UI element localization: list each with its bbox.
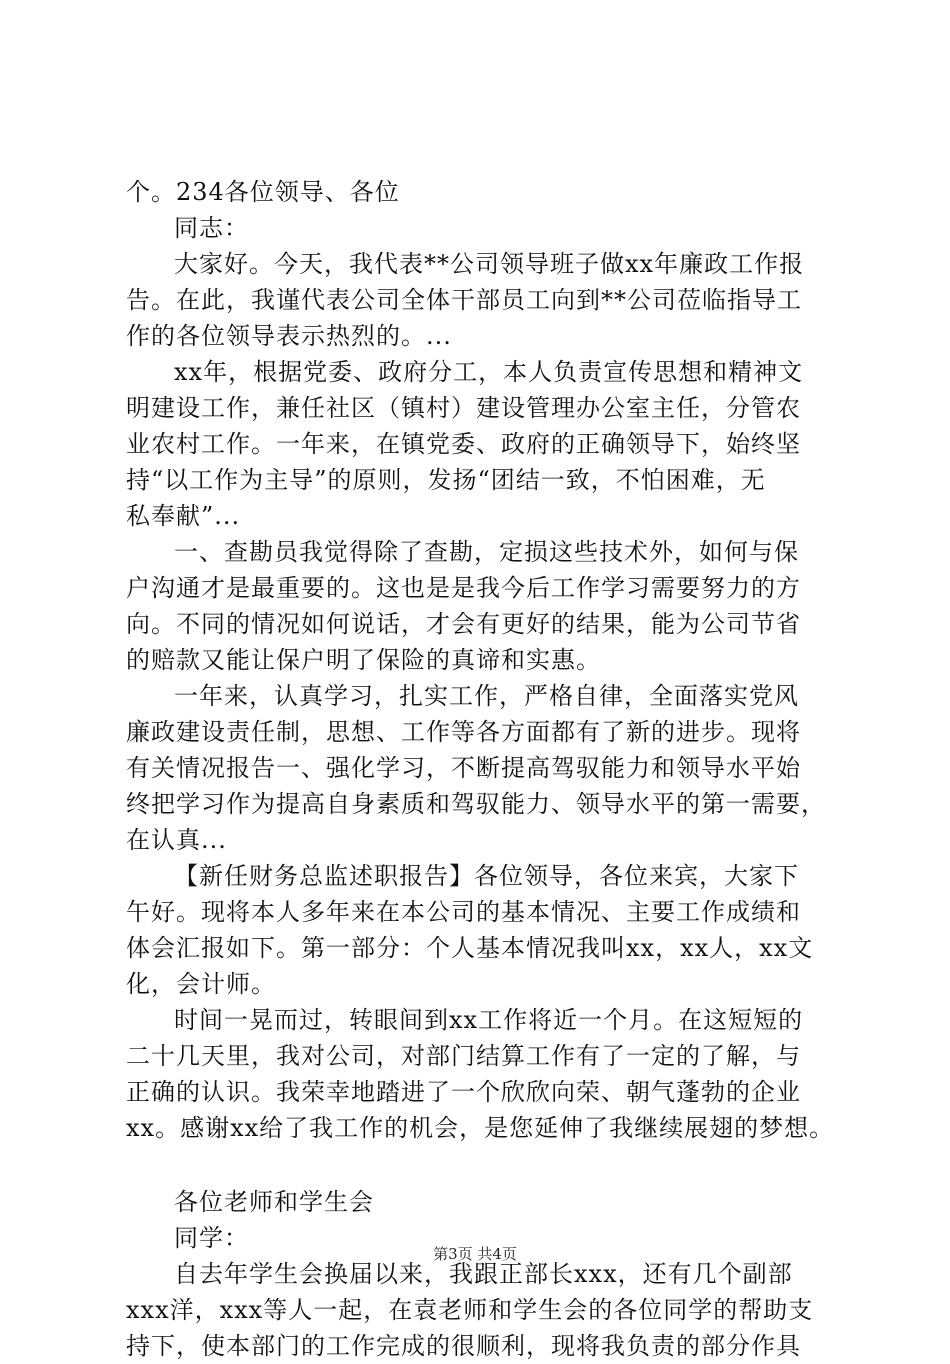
salutation-line: 各位老师和学生会 xyxy=(174,1188,374,1216)
text-line: 在认真... xyxy=(126,826,227,854)
paragraph-start: 时间一晃而过，转眼间到xx工作将近一个月。在这短短的 xyxy=(174,1006,804,1034)
text-line: 业农村工作。一年来，在镇党委、政府的正确领导下，始终坚 xyxy=(126,430,801,458)
text-line: 作的各位领导表示热烈的。... xyxy=(126,322,452,350)
text-line: xxx洋，xxx等人一起，在袁老师和学生会的各位同学的帮助支 xyxy=(126,1296,814,1324)
text-line: xx。感谢xx给了我工作的机会，是您延伸了我继续展翅的梦想。 xyxy=(126,1114,835,1142)
text-line: 正确的认识。我荣幸地踏进了一个欣欣向荣、朝气蓬勃的企业 xyxy=(126,1078,801,1106)
text-line: 告。在此，我谨代表公司全体干部员工向到**公司莅临指导工 xyxy=(126,286,802,314)
text-line: 持下，使本部门的工作完成的很顺利，现将我负责的部分作具 xyxy=(126,1332,801,1360)
page-number-footer: 第3页 共4页 xyxy=(433,1245,517,1263)
text-line: 持“以工作为主导”的原则，发扬“团结一致，不怕困难，无 xyxy=(126,466,766,494)
text-line: 个。234各位领导、各位 xyxy=(126,178,400,206)
paragraph-gap xyxy=(126,1146,826,1184)
paragraph-start: xx年，根据党委、政府分工，本人负责宣传思想和精神文 xyxy=(174,358,804,386)
text-line: 的赔款又能让保户明了保险的真谛和实惠。 xyxy=(126,646,601,674)
text-line: 廉政建设责任制，思想、工作等各方面都有了新的进步。现将 xyxy=(126,718,801,746)
salutation-line: 同学： xyxy=(174,1224,249,1252)
paragraph-start: 一、查勘员我觉得除了查勘，定损这些技术外，如何与保 xyxy=(174,538,799,566)
text-line: 有关情况报告一、强化学习，不断提高驾驭能力和领导水平始 xyxy=(126,754,801,782)
document-body xyxy=(126,174,835,1364)
text-line: 向。不同的情况如何说话，才会有更好的结果，能为公司节省 xyxy=(126,610,801,638)
paragraph-start: 大家好。今天，我代表**公司领导班子做xx年廉政工作报 xyxy=(174,250,805,278)
text-line: 化，会计师。 xyxy=(126,970,276,998)
paragraph-start: 【新任财务总监述职报告】各位领导，各位来宾，大家下 xyxy=(174,862,799,890)
salutation-line: 同志： xyxy=(174,214,249,242)
paragraph-start: 自去年学生会换届以来，我跟正部长xxx，还有几个副部 xyxy=(174,1260,793,1288)
paragraph-start: 一年来，认真学习，扎实工作，严格自律，全面落实党风 xyxy=(174,682,799,710)
text-line: 午好。现将本人多年来在本公司的基本情况、主要工作成绩和 xyxy=(126,898,801,926)
text-line: 体会汇报如下。第一部分：个人基本情况我叫xx，xx人，xx文 xyxy=(126,934,814,962)
text-line: 明建设工作，兼任社区（镇村）建设管理办公室主任，分管农 xyxy=(126,394,801,422)
text-line: 户沟通才是最重要的。这也是是我今后工作学习需要努力的方 xyxy=(126,574,801,602)
text-line: 二十几天里，我对公司，对部门结算工作有了一定的了解，与 xyxy=(126,1042,801,1070)
text-line: 私奉献”... xyxy=(126,502,241,530)
text-line: 终把学习作为提高自身素质和驾驭能力、领导水平的第一需要， xyxy=(126,790,826,818)
